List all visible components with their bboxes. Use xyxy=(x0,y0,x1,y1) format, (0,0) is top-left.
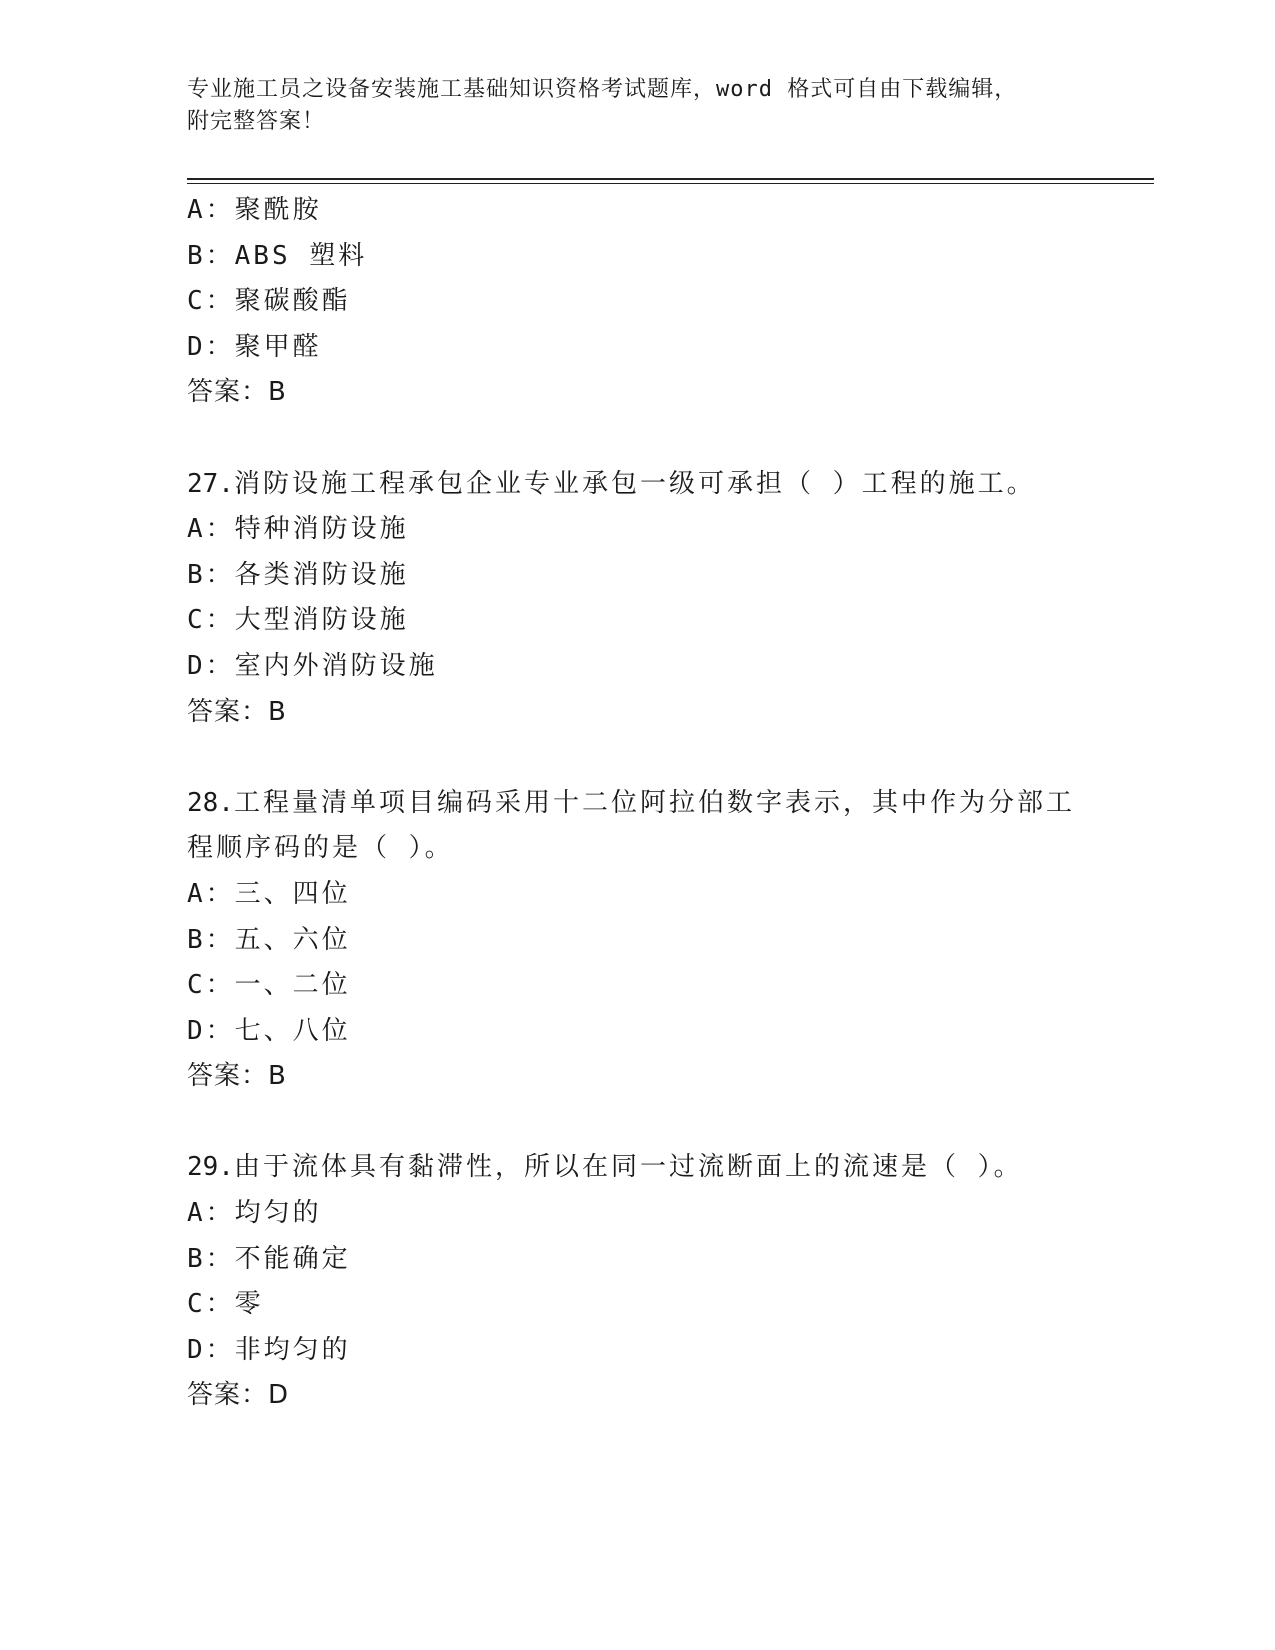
spacer xyxy=(187,735,1087,781)
header-divider-thin xyxy=(187,183,1154,184)
question-stem-continued: 程顺序码的是（ ）。 xyxy=(187,833,454,864)
option-a: A：聚酰胺 xyxy=(187,195,322,225)
question-stem: 28.工程量清单项目编码采用十二位阿拉伯数字表示，其中作为分部工 xyxy=(187,787,1075,818)
option-b: B：五、六位 xyxy=(187,924,351,955)
option-b: B：ABS 塑料 xyxy=(187,240,368,271)
document-header xyxy=(187,74,1087,138)
option-c: C：聚碳酸酯 xyxy=(187,286,351,317)
header-divider-thick xyxy=(187,178,1154,180)
option-c: C：大型消防设施 xyxy=(187,605,409,636)
answer-line: 答案：B xyxy=(187,1061,287,1092)
header-line-2: 附完整答案！ xyxy=(187,109,326,134)
option-d: D：室内外消防设施 xyxy=(187,650,438,681)
question-stem: 29.由于流体具有黏滞性，所以在同一过流断面上的流速是（ ）。 xyxy=(187,1152,1023,1183)
option-d: D：七、八位 xyxy=(187,1015,351,1046)
question-29 xyxy=(187,1145,1087,1419)
question-27 xyxy=(187,462,1087,736)
question-stem: 27.消防设施工程承包企业专业承包一级可承担（ ）工程的施工。 xyxy=(187,468,1036,499)
answer-line: 答案：B xyxy=(187,696,287,727)
option-a: A：均匀的 xyxy=(187,1198,322,1229)
question-26-continued xyxy=(187,188,1087,416)
option-c: C：零 xyxy=(187,1289,264,1320)
answer-line: 答案：D xyxy=(187,1380,290,1411)
option-a: A：特种消防设施 xyxy=(187,514,409,545)
question-28 xyxy=(187,781,1087,1100)
answer-line: 答案：B xyxy=(187,377,287,408)
option-d: D：聚甲醛 xyxy=(187,331,322,362)
option-b: B：各类消防设施 xyxy=(187,559,409,590)
question-list xyxy=(187,188,1087,1419)
spacer xyxy=(187,1100,1087,1146)
option-a: A：三、四位 xyxy=(187,878,351,909)
option-c: C：一、二位 xyxy=(187,970,351,1001)
option-b: B：不能确定 xyxy=(187,1243,351,1274)
spacer xyxy=(187,416,1087,462)
header-line-1: 专业施工员之设备安装施工基础知识资格考试题库，word 格式可自由下载编辑， xyxy=(187,77,1018,102)
option-d: D：非均匀的 xyxy=(187,1334,351,1365)
